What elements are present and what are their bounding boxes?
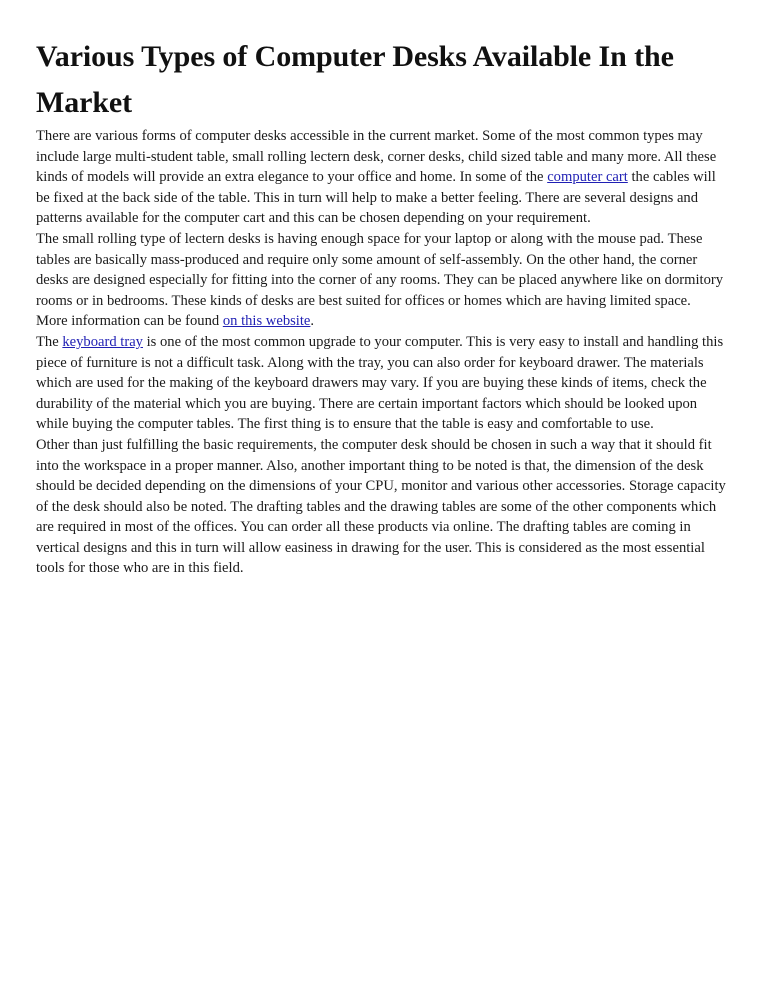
computer-cart-link[interactable]: computer cart bbox=[547, 169, 628, 186]
paragraph-more-information bbox=[36, 311, 730, 332]
paragraph-lectern-desks: The small rolling type of lectern desks is having enough space for your laptop or along with the mouse pad. These tables are basically mass-produced and require only some amount of self-assembly. On the other hand, the corner desks are designed especially for fitting into the corner of any rooms. They can be placed anywhere like on dormitory rooms or in bedrooms. These kinds of desks are best suited for offices or homes which are having limited space. bbox=[36, 230, 724, 309]
paragraph-computer-desk-types bbox=[36, 126, 730, 229]
paragraph-text: The bbox=[36, 333, 63, 350]
page-title: Various Types of Computer Desks Available In the Market bbox=[36, 40, 674, 119]
paragraph-text: is one of the most common upgrade to your computer. This is very easy to install and handling this piece of furniture is not a difficult task. Along with the tray, you can also order for keyboard drawer. The materials which are used for the making of the keyboard drawers may vary. If you are buying these kinds of items, check the durability of the material which you are buying. There are certain important factors which should be looked upon while buying the computer tables. The first thing is to ensure that the table is easy and comfortable to use. bbox=[36, 333, 724, 433]
paragraph-requirements: Other than just fulfilling the basic requirements, the computer desk should be chosen in such a way that it should fit into the workspace in a proper manner. Also, another important thing to be noted is that, the dimension of the desk should be decided depending on the dimensions of your CPU, monitor and various other accessories. Storage capacity of the desk should also be noted. The drafting tables and the drawing tables are some of the other components which are required in most of the offices. You can order all these products via online. The drafting tables are coming in vertical designs and this in turn will allow easiness in drawing for the user. This is considered as the most essential tools for those who are in this field. bbox=[36, 436, 726, 577]
paragraph-text: There are various forms of computer desks accessible in the current market. Some of the most common types may include large multi-student table, small rolling lectern desk, corner desks, child sized table and many more. All these kinds of models will provide an extra elegance to your office and home. In some of the bbox=[36, 128, 717, 186]
paragraph-keyboard-tray bbox=[36, 332, 730, 435]
paragraph-text: More information can be found bbox=[36, 313, 223, 330]
keyboard-tray-link[interactable]: keyboard tray bbox=[62, 333, 143, 350]
document-page bbox=[36, 34, 730, 579]
website-link[interactable]: on this website bbox=[222, 313, 311, 330]
paragraph-text: the cables will be fixed at the back side of the table. This in turn will help to make a better feeling. There are several designs and patterns available for the computer cart and this can be chosen depending on your requirement. bbox=[36, 169, 716, 227]
paragraph-text: . bbox=[310, 313, 315, 330]
